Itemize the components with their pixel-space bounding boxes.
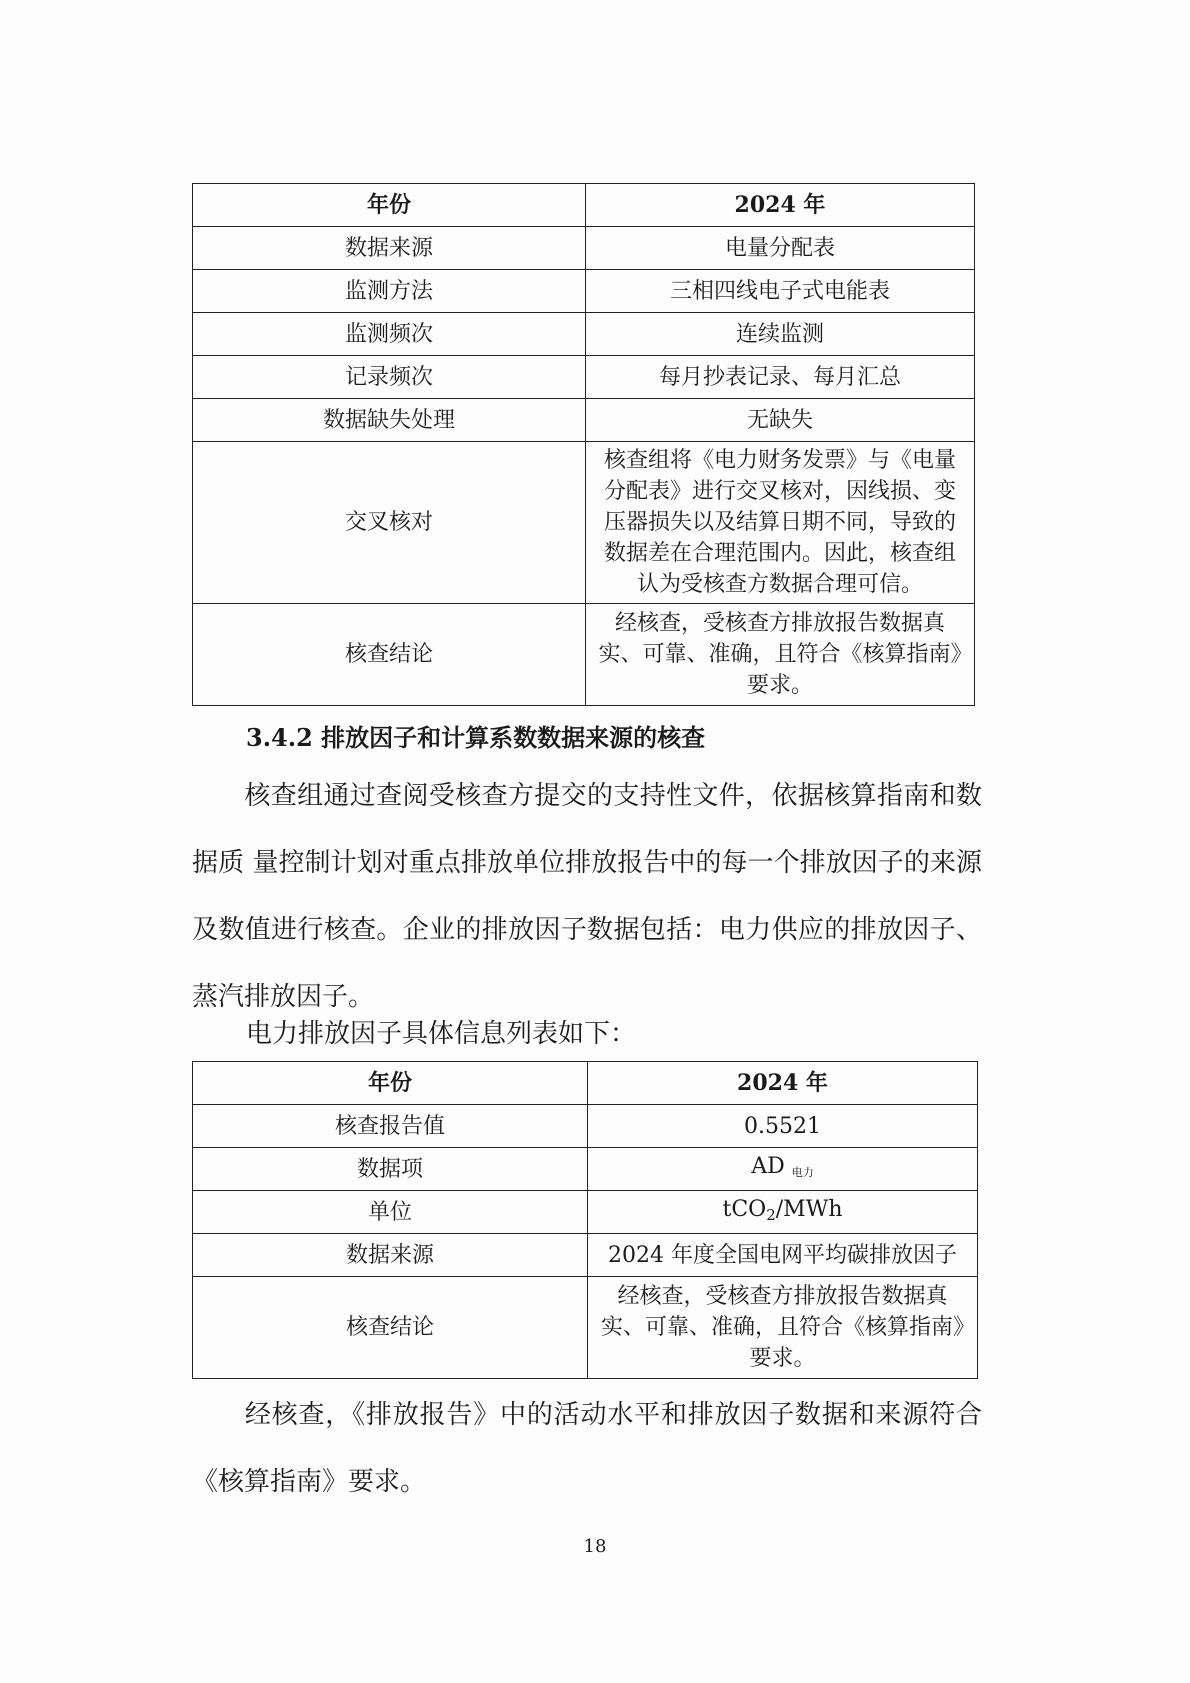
table-row <box>193 356 975 399</box>
table-row <box>193 399 975 442</box>
row-label: 核查结论 <box>193 1277 588 1379</box>
table-row <box>193 1191 978 1234</box>
row-value <box>588 1191 978 1234</box>
row-value: 电量分配表 <box>586 227 975 270</box>
row-label: 数据缺失处理 <box>193 399 586 442</box>
row-value: 三相四线电子式电能表 <box>586 270 975 313</box>
body-paragraph <box>192 763 982 1031</box>
header-year-value: 2024 年 <box>588 1062 978 1105</box>
unit-subscript: 2 <box>766 1205 776 1224</box>
row-label: 数据来源 <box>193 227 586 270</box>
table-row <box>193 442 975 604</box>
header-year-value: 2024 年 <box>586 184 975 227</box>
row-label: 核查结论 <box>193 604 586 706</box>
table-row <box>193 1234 978 1277</box>
row-label: 交叉核对 <box>193 442 586 604</box>
unit-suffix: /MWh <box>775 1196 843 1222</box>
table-header-row <box>193 1062 978 1105</box>
table-intro-paragraph: 电力排放因子具体信息列表如下： <box>246 1019 637 1049</box>
paragraph-text: 核查组通过查阅受核查方提交的支持性文件，依据核算指南和数据质 量控制计划对重点排放单位排放报告中的每一个排放因子的来源及数值进行核查。企业的排放因子数据包括：电力供应的排放因子、蒸汽排放因子。 <box>192 781 982 1012</box>
monitoring-data-table <box>192 183 975 706</box>
row-label: 核查报告值 <box>193 1105 588 1148</box>
row-label: 单位 <box>193 1191 588 1234</box>
row-value: 每月抄表记录、每月汇总 <box>586 356 975 399</box>
row-value: 连续监测 <box>586 313 975 356</box>
header-year-label: 年份 <box>193 1062 588 1105</box>
row-label: 监测方法 <box>193 270 586 313</box>
table-row <box>193 227 975 270</box>
table-row <box>193 1277 978 1379</box>
table-header-row <box>193 184 975 227</box>
data-item-sub: 电力 <box>791 1165 814 1179</box>
emission-factor-table <box>192 1061 978 1379</box>
table-row <box>193 313 975 356</box>
unit-prefix: tCO <box>722 1196 767 1222</box>
row-value: 核查组将《电力财务发票》与《电量分配表》进行交叉核对，因线损、变压器损失以及结算日期不同，导致的数据差在合理范围内。因此，核查组认为受核查方数据合理可信。 <box>586 442 975 604</box>
row-label: 数据来源 <box>193 1234 588 1277</box>
data-item-main: AD <box>751 1153 785 1179</box>
row-value: 经核查，受核查方排放报告数据真实、可靠、准确，且符合《核算指南》要求。 <box>588 1277 978 1379</box>
row-value: 2024 年度全国电网平均碳排放因子 <box>588 1234 978 1277</box>
table-row <box>193 270 975 313</box>
row-label: 监测频次 <box>193 313 586 356</box>
table-row <box>193 604 975 706</box>
row-value <box>588 1148 978 1191</box>
conclusion-paragraph <box>192 1382 982 1516</box>
row-label: 数据项 <box>193 1148 588 1191</box>
row-label: 记录频次 <box>193 356 586 399</box>
header-year-label: 年份 <box>193 184 586 227</box>
paragraph-text: 经核查，《排放报告》中的活动水平和排放因子数据和来源符合《核算指南》要求。 <box>192 1400 982 1497</box>
row-value: 无缺失 <box>586 399 975 442</box>
table-row <box>193 1105 978 1148</box>
page-number: 18 <box>583 1536 607 1557</box>
row-value: 经核查，受核查方排放报告数据真实、可靠、准确，且符合《核算指南》要求。 <box>586 604 975 706</box>
row-value: 0.5521 <box>588 1105 978 1148</box>
table-row <box>193 1148 978 1191</box>
section-heading: 3.4.2 排放因子和计算系数数据来源的核查 <box>246 723 706 752</box>
